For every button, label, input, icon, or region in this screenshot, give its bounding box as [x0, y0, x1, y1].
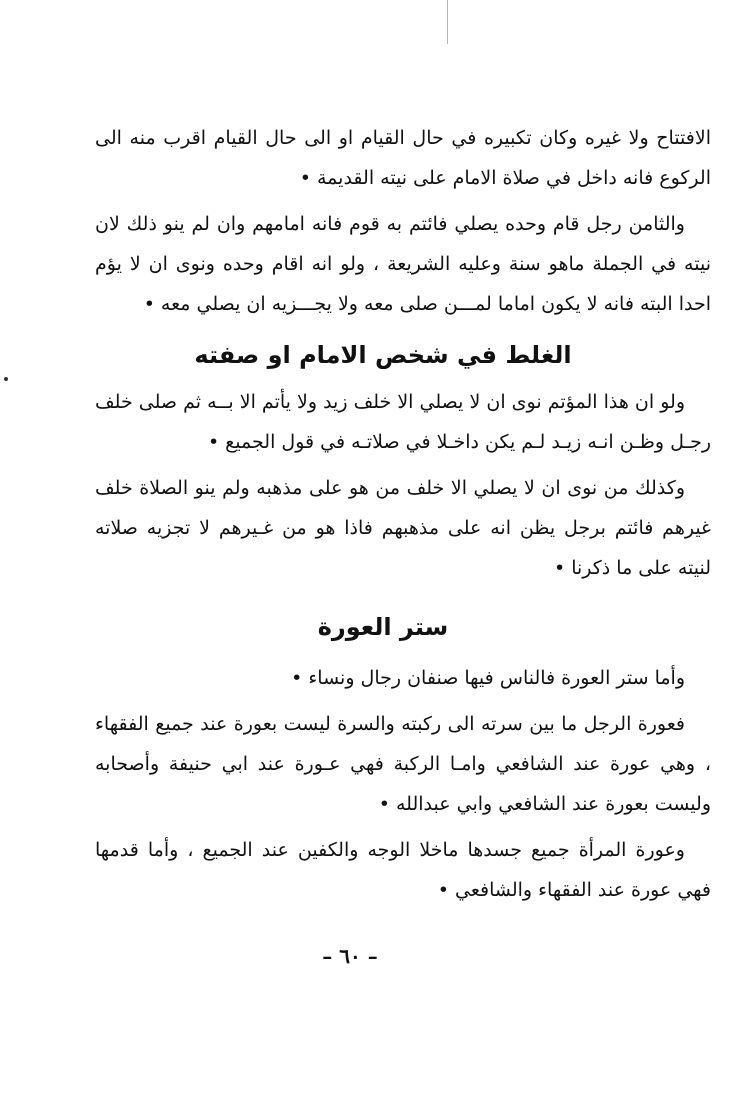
body-text — [95, 118, 711, 916]
paragraph: ولو ان هذا المؤتم نوى ان لا يصلي الا خلف زيد ولا يأتم الا بــه ثم صلى خلف رجـل وظـن انـه زيـد لـم يكن داخـلا في صلاتـه في قول الجميع • — [95, 391, 711, 453]
paragraph: وكذلك من نوى ان لا يصلي الا خلف من هو على مذهبه ولم ينو الصلاة خلف غيرهم فائتم برجل يظن انه على مذهبهم فاذا هو من غـيرهم لا تجزيه صلاته لنيته على ما ذكرنا • — [95, 477, 711, 579]
section-heading-imam-error: الغلط في شخص الامام او صفته — [194, 341, 572, 369]
margin-mark — [4, 377, 8, 381]
scan-gutter-line — [447, 0, 448, 44]
page-number: – ٦٠ – — [322, 944, 378, 968]
paragraph: والثامن رجل قام وحده يصلي فائتم به قوم فانه امامهم وان لم ينو ذلك لان نيته في الجملة ماهو سنة وعليه الشريعة ، ولو انه اقام وحده ونوى ان لا يؤم احدا البته فانه لا يكون اماما لمـــن صلى معه ولا يجـــزيه ان يصلي معه • — [95, 213, 711, 315]
section-heading-awrah: ستر العورة — [317, 613, 449, 641]
paragraph: فعورة الرجل ما بين سرته الى ركبته والسرة ليست بعورة عند جميع الفقهاء ، وهي عورة عند الشافعي وامـا الركبة فهي عـورة عند ابي حنيفة وأصحابه وليست بعورة عند الشافعي وابي عبدالله • — [95, 713, 711, 815]
paragraph: وعورة المرأة جميع جسدها ماخلا الوجه والكفين عند الجميع ، وأما قدمها فهي عورة عند الفقهاء والشافعي • — [95, 839, 711, 901]
paragraph-continued: الافتتاح ولا غيره وكان تكبيره في حال القيام او الى حال القيام اقرب منه الى الركوع فانه داخل في صلاة الامام على نيته القديمة • — [95, 127, 711, 189]
paragraph: وأما ستر العورة فالناس فيها صنفان رجال ونساء • — [291, 667, 685, 689]
